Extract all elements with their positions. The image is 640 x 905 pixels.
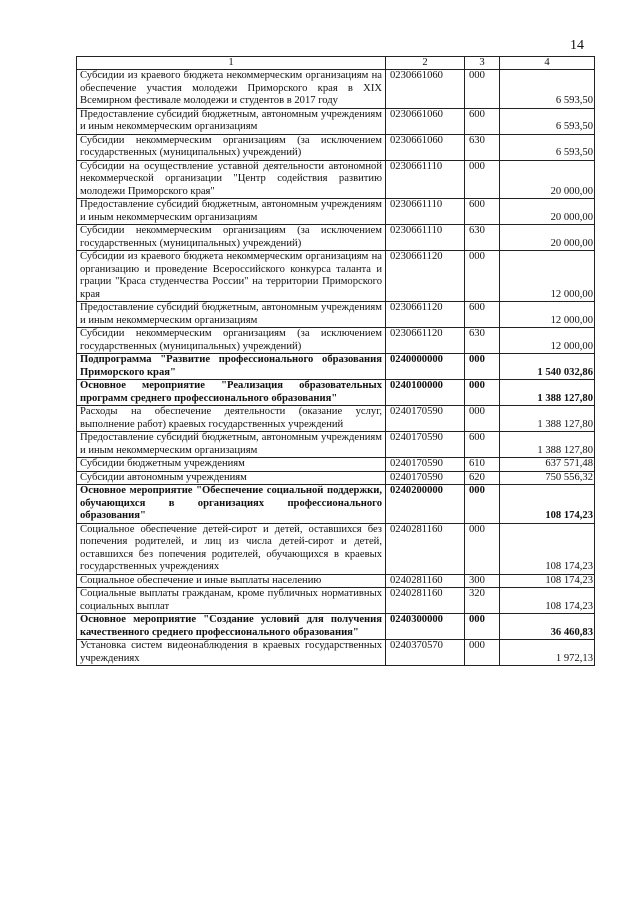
row-code: 0230661110 xyxy=(386,199,465,225)
row-description: Субсидии некоммерческим организациям (за исключением государственных (муниципальных) учреждений) xyxy=(77,134,386,160)
row-expense-type: 620 xyxy=(465,471,500,485)
row-amount: 12 000,00 xyxy=(500,251,595,302)
row-expense-type: 000 xyxy=(465,251,500,302)
row-expense-type: 000 xyxy=(465,70,500,109)
row-amount: 108 174,23 xyxy=(500,574,595,588)
row-code: 0230661120 xyxy=(386,302,465,328)
row-amount: 108 174,23 xyxy=(500,523,595,574)
row-expense-type: 000 xyxy=(465,354,500,380)
table-row xyxy=(77,640,595,666)
row-description: Социальное обеспечение и иные выплаты населению xyxy=(77,574,386,588)
row-amount: 750 556,32 xyxy=(500,471,595,485)
row-expense-type: 000 xyxy=(465,160,500,199)
row-description: Предоставление субсидий бюджетным, автономным учреждениям и иным некоммерческим организациям xyxy=(77,302,386,328)
row-expense-type: 630 xyxy=(465,134,500,160)
table-row xyxy=(77,523,595,574)
row-description: Субсидии на осуществление уставной деятельности автономной некоммерческой организации "Центр содействия развитию молодежи Приморского края" xyxy=(77,160,386,199)
row-amount: 20 000,00 xyxy=(500,160,595,199)
row-amount: 1 388 127,80 xyxy=(500,406,595,432)
row-expense-type: 630 xyxy=(465,225,500,251)
row-amount: 6 593,50 xyxy=(500,70,595,109)
table-row xyxy=(77,251,595,302)
row-code: 0230661060 xyxy=(386,134,465,160)
row-description: Социальные выплаты гражданам, кроме публичных нормативных социальных выплат xyxy=(77,588,386,614)
header-col-3: 3 xyxy=(465,57,500,70)
row-code: 0230661060 xyxy=(386,70,465,109)
table-row xyxy=(77,614,595,640)
header-col-2: 2 xyxy=(386,57,465,70)
table-row xyxy=(77,380,595,406)
row-code: 0240281160 xyxy=(386,588,465,614)
table-row xyxy=(77,432,595,458)
row-amount: 1 388 127,80 xyxy=(500,380,595,406)
row-description: Подпрограмма "Развитие профессионального образования Приморского края" xyxy=(77,354,386,380)
page-number: 14 xyxy=(570,38,584,53)
row-description: Основное мероприятие "Обеспечение социальной поддержки, обучающихся в организациях профессионального образования" xyxy=(77,485,386,524)
row-amount: 6 593,50 xyxy=(500,134,595,160)
row-amount: 12 000,00 xyxy=(500,328,595,354)
row-description: Субсидии некоммерческим организациям (за исключением государственных (муниципальных) учреждений) xyxy=(77,225,386,251)
row-expense-type: 630 xyxy=(465,328,500,354)
row-expense-type: 000 xyxy=(465,406,500,432)
row-description: Основное мероприятие "Создание условий для получения качественного среднего профессионального образования" xyxy=(77,614,386,640)
row-code: 0230661110 xyxy=(386,225,465,251)
row-code: 0230661120 xyxy=(386,328,465,354)
row-description: Установка систем видеонаблюдения в краевых государственных учреждениях xyxy=(77,640,386,666)
row-expense-type: 600 xyxy=(465,432,500,458)
row-amount: 12 000,00 xyxy=(500,302,595,328)
row-code: 0230661120 xyxy=(386,251,465,302)
table-row xyxy=(77,108,595,134)
row-description: Субсидии из краевого бюджета некоммерческим организациям на организацию и проведение Всероссийского конкурса таланта и грации "Краса студенчества России" на территории Приморского края xyxy=(77,251,386,302)
table-row xyxy=(77,134,595,160)
row-description: Основное мероприятие "Реализация образовательных программ среднего профессионального образования" xyxy=(77,380,386,406)
row-amount: 108 174,23 xyxy=(500,588,595,614)
row-expense-type: 320 xyxy=(465,588,500,614)
header-col-4: 4 xyxy=(500,57,595,70)
row-code: 0240300000 xyxy=(386,614,465,640)
row-expense-type: 000 xyxy=(465,380,500,406)
row-expense-type: 000 xyxy=(465,485,500,524)
row-code: 0240170590 xyxy=(386,471,465,485)
row-description: Социальное обеспечение детей-сирот и детей, оставшихся без попечения родителей, и лиц из числа детей-сирот и детей, оставшихся без попечения родителей, обучающихся в краевых государственных учреждениях xyxy=(77,523,386,574)
row-code: 0240170590 xyxy=(386,458,465,472)
row-code: 0240000000 xyxy=(386,354,465,380)
row-code: 0240281160 xyxy=(386,574,465,588)
row-amount: 1 540 032,86 xyxy=(500,354,595,380)
row-expense-type: 610 xyxy=(465,458,500,472)
row-code: 0240170590 xyxy=(386,432,465,458)
row-expense-type: 000 xyxy=(465,640,500,666)
row-expense-type: 600 xyxy=(465,302,500,328)
row-code: 0240281160 xyxy=(386,523,465,574)
table-row xyxy=(77,406,595,432)
table-row xyxy=(77,588,595,614)
row-description: Предоставление субсидий бюджетным, автономным учреждениям и иным некоммерческим организациям xyxy=(77,199,386,225)
table-row xyxy=(77,328,595,354)
row-code: 0240170590 xyxy=(386,406,465,432)
row-amount: 1 972,13 xyxy=(500,640,595,666)
row-amount: 108 174,23 xyxy=(500,485,595,524)
row-amount: 20 000,00 xyxy=(500,199,595,225)
row-code: 0240370570 xyxy=(386,640,465,666)
row-code: 0230661060 xyxy=(386,108,465,134)
table-row xyxy=(77,574,595,588)
row-expense-type: 300 xyxy=(465,574,500,588)
row-expense-type: 600 xyxy=(465,108,500,134)
table-header-row xyxy=(77,57,595,70)
row-description: Субсидии бюджетным учреждениям xyxy=(77,458,386,472)
row-description: Расходы на обеспечение деятельности (оказание услуг, выполнение работ) краевых государственных учреждений xyxy=(77,406,386,432)
table-row xyxy=(77,471,595,485)
table-row xyxy=(77,485,595,524)
row-expense-type: 600 xyxy=(465,199,500,225)
row-expense-type: 000 xyxy=(465,614,500,640)
row-amount: 637 571,48 xyxy=(500,458,595,472)
row-amount: 1 388 127,80 xyxy=(500,432,595,458)
budget-table xyxy=(76,56,595,666)
table-row xyxy=(77,302,595,328)
table-row xyxy=(77,225,595,251)
table-row xyxy=(77,354,595,380)
row-amount: 6 593,50 xyxy=(500,108,595,134)
row-description: Субсидии некоммерческим организациям (за исключением государственных (муниципальных) учреждений) xyxy=(77,328,386,354)
row-amount: 20 000,00 xyxy=(500,225,595,251)
table-row xyxy=(77,70,595,109)
row-code: 0230661110 xyxy=(386,160,465,199)
header-col-1: 1 xyxy=(77,57,386,70)
row-description: Предоставление субсидий бюджетным, автономным учреждениям и иным некоммерческим организациям xyxy=(77,108,386,134)
row-expense-type: 000 xyxy=(465,523,500,574)
row-code: 0240100000 xyxy=(386,380,465,406)
row-amount: 36 460,83 xyxy=(500,614,595,640)
table-row xyxy=(77,160,595,199)
table-row xyxy=(77,458,595,472)
row-description: Субсидии из краевого бюджета некоммерческим организациям на обеспечение участия молодежи Приморского края в XIX Всемирном фестивале молодежи и студентов в 2017 году xyxy=(77,70,386,109)
row-code: 0240200000 xyxy=(386,485,465,524)
table-row xyxy=(77,199,595,225)
row-description: Предоставление субсидий бюджетным, автономным учреждениям и иным некоммерческим организациям xyxy=(77,432,386,458)
row-description: Субсидии автономным учреждениям xyxy=(77,471,386,485)
